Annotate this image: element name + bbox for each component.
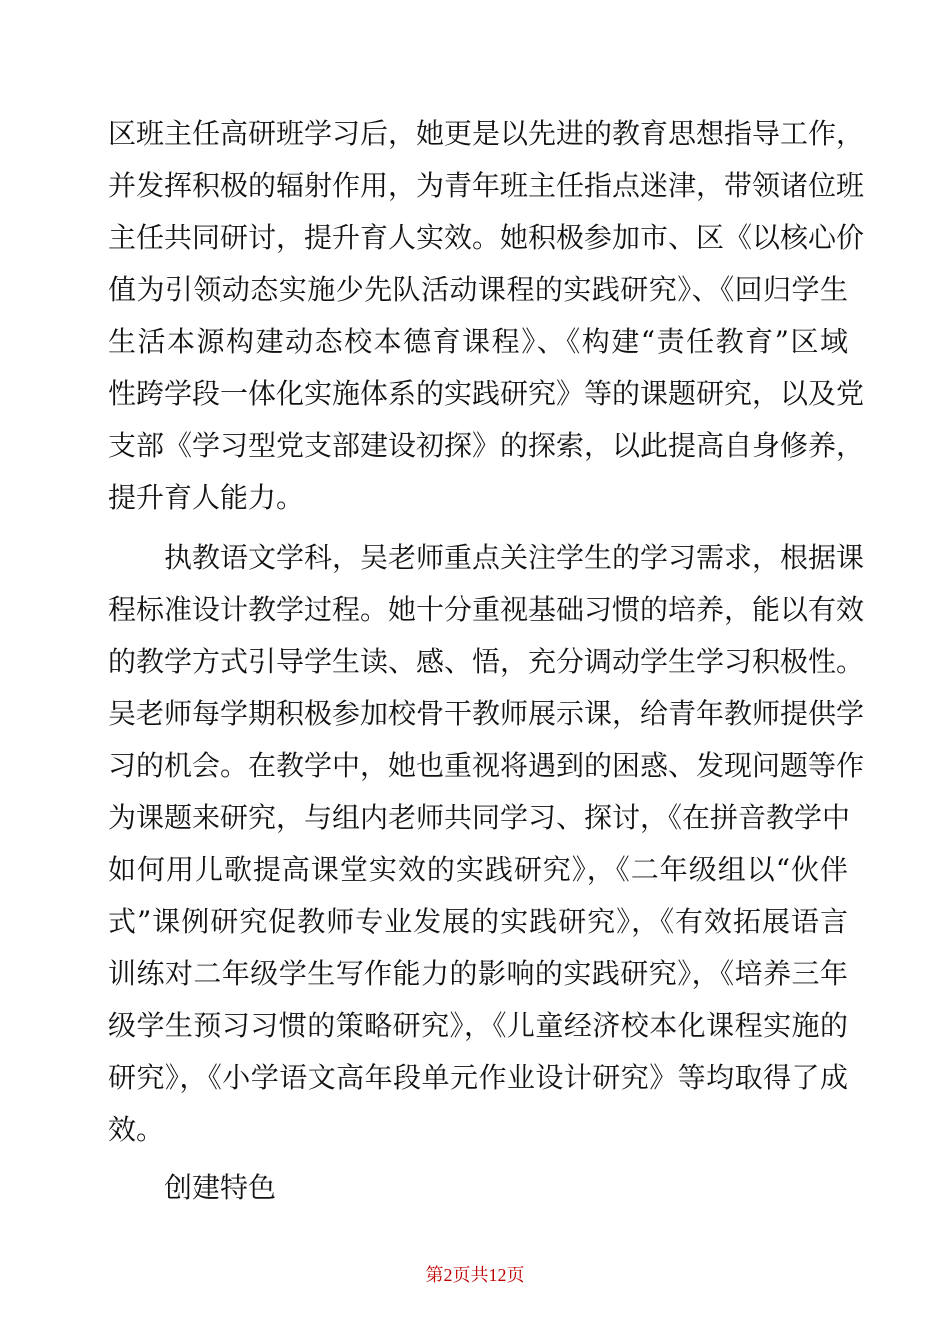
text-line: 为课题来研究，与组内老师共同学习、探讨，《在拼音教学中 (108, 801, 851, 834)
page-number-footer: 第2页共12页 (425, 1265, 525, 1285)
text-line: 主任共同研讨，提升育人实效。她积极参加市、区《以核心价 (108, 221, 865, 254)
text-line: 级学生预习习惯的策略研究》，《儿童经济校本化课程实施的 (108, 1009, 848, 1042)
section-heading: 创建特色 (164, 1171, 277, 1204)
text-line: 训练对二年级学生写作能力的影响的实践研究》，《培养三年 (108, 957, 848, 990)
text-line: 习的机会。在教学中，她也重视将遇到的困惑、发现问题等作 (108, 749, 865, 782)
text-line: 区班主任高研班学习后，她更是以先进的教育思想指导工作， (108, 117, 865, 150)
text-line: 值为引领动态实施少先队活动课程的实践研究》、《回归学生 (108, 273, 848, 306)
text-line: 执教语文学科，吴老师重点关注学生的学习需求，根据课 (164, 541, 865, 574)
text-line: 性跨学段一体化实施体系的实践研究》等的课题研究，以及党 (108, 377, 865, 410)
text-line: 生活本源构建动态校本德育课程》、《构建“责任教育”区域 (108, 325, 848, 358)
text-line: 研究》，《小学语文高年段单元作业设计研究》等均取得了成 (108, 1061, 848, 1094)
text-line: 支部《学习型党支部建设初探》的探索，以此提高自身修养， (108, 429, 865, 462)
text-line: 效。 (108, 1113, 165, 1146)
text-line: 的教学方式引导学生读、感、悟，充分调动学生学习积极性。 (108, 645, 865, 678)
text-line: 式”课例研究促教师专业发展的实践研究》，《有效拓展语言 (108, 905, 848, 938)
text-line: 并发挥积极的辐射作用，为青年班主任指点迷津，带领诸位班 (108, 169, 865, 202)
text-line: 吴老师每学期积极参加校骨干教师展示课，给青年教师提供学 (108, 697, 865, 730)
text-line: 提升育人能力。 (108, 481, 305, 514)
text-line: 程标准设计教学过程。她十分重视基础习惯的培养，能以有效 (108, 593, 865, 626)
text-line: 如何用儿歌提高课堂实效的实践研究》，《二年级组以“伙伴 (108, 853, 848, 886)
